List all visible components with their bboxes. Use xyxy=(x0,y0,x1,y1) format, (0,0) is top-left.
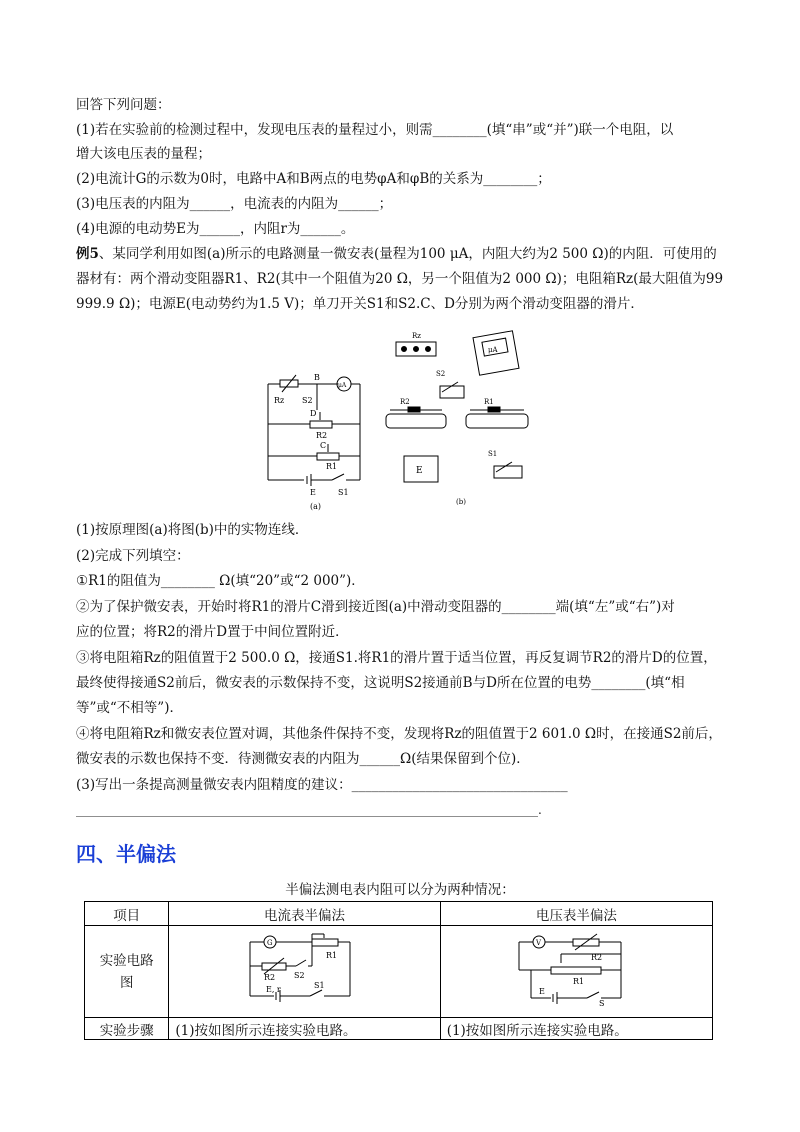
label-b-R1: R1 xyxy=(484,398,494,406)
caption-b: (b) xyxy=(456,498,466,506)
example-line: 例5、某同学利用如图(a)所示的电路测量一微安表(量程为100 μA，内阻大约为2 500 Ω)的内阻．可使用的 xyxy=(76,246,717,262)
label-b-Rz: Rz xyxy=(412,332,421,340)
half-deflection-table xyxy=(84,901,713,1040)
caption-a: (a) xyxy=(310,502,322,511)
current-circuit-diagram xyxy=(240,930,370,1010)
label-G: G xyxy=(266,938,273,947)
text-line: 回答下列问题： xyxy=(76,97,171,113)
section-intro: 半偏法测电表内阻可以分为两种情况： xyxy=(285,882,515,898)
text-line: ④将电阻箱Rz和微安表位置对调，其他条件保持不变，发现将Rz的阻值置于2 601.0 Ω时，在接通S2前后， xyxy=(76,726,722,742)
text-line: (1)按原理图(a)将图(b)中的实物连线． xyxy=(76,522,309,538)
figure-b-apparatus xyxy=(376,324,552,510)
text-line: (3)写出一条提高测量微安表内阻精度的建议：________________________________ xyxy=(76,777,568,793)
voltage-half-circuit xyxy=(440,926,712,1018)
label-S1: S1 xyxy=(338,488,349,497)
label-v-R1: R1 xyxy=(573,976,585,986)
label-b-S2: S2 xyxy=(436,370,446,378)
text-line: 最终使得接通S2前后，微安表的示数保持不变，这说明S2接通前B与D所在位置的电势________(填“相 xyxy=(76,675,685,691)
voltage-circuit-diagram xyxy=(511,930,641,1010)
label-R1: R1 xyxy=(326,462,338,471)
label-v-E: E xyxy=(539,986,546,996)
example-label: 例5 xyxy=(76,246,99,262)
label-D: D xyxy=(310,409,317,418)
text-line: ①R1的阻值为________ Ω(填“20”或“2 000”)． xyxy=(76,573,365,589)
text-line: (4)电源的电动势E为______，内阻r为______。 xyxy=(76,221,355,237)
label-R2: R2 xyxy=(316,431,328,440)
text-line: 999.9 Ω)；电源E(电动势约为1.5 V)；单刀开关S1和S2.C、D分别为两个滑动变阻器的滑片． xyxy=(76,296,644,312)
table-cell: (1)按如图所示连接实验电路。 xyxy=(169,1018,440,1040)
text-line: 等”或“不相等”)． xyxy=(76,700,183,716)
label-v-R2: R2 xyxy=(591,952,603,962)
label-c-E: E, r xyxy=(265,984,281,994)
table-header: 项目 xyxy=(85,902,169,926)
table-row-label: 实验步骤 xyxy=(85,1018,169,1040)
label-b-E: E xyxy=(416,466,423,476)
label-B: B xyxy=(314,373,320,382)
label-E: E xyxy=(310,488,316,497)
table-header: 电压表半偏法 xyxy=(440,902,712,926)
label-b-uA: μA xyxy=(488,346,498,354)
text-line: _____________________________________________________________________________. xyxy=(76,803,542,817)
label-b-S1: S1 xyxy=(488,450,498,458)
section-heading: 四、半偏法 xyxy=(76,842,176,866)
label-b-R2: R2 xyxy=(400,398,410,406)
table-cell: (1)按如图所示连接实验电路。 xyxy=(440,1018,712,1040)
table-row-label: 实验电路图 xyxy=(85,926,169,1018)
text-line: 微安表的示数也保持不变．待测微安表的内阻为______Ω(结果保留到个位)． xyxy=(76,751,530,767)
label-v-S: S xyxy=(599,998,605,1008)
figure-a-circuit xyxy=(262,372,372,512)
label-uA: μA xyxy=(338,382,347,389)
label-S2: S2 xyxy=(302,396,313,405)
text-line: 应的位置；将R2的滑片D置于中间位置附近． xyxy=(76,624,349,640)
label-Rz: Rz xyxy=(274,396,285,405)
text-line: (2)电流计G的示数为0时，电路中A和B两点的电势φA和φB的关系为________； xyxy=(76,171,551,187)
text-line: (2)完成下列填空： xyxy=(76,548,190,564)
label-c-S1: S1 xyxy=(313,980,325,990)
current-half-circuit xyxy=(169,926,440,1018)
label-C: C xyxy=(320,441,327,450)
label-V: V xyxy=(536,938,542,947)
text-line: (1)若在实验前的检测过程中，发现电压表的量程过小，则需________(填“串”或“并”)联一个电阻，以 xyxy=(76,122,674,138)
text-line: (3)电压表的内阻为______，电流表的内阻为______； xyxy=(76,196,393,212)
text-line: ③将电阻箱Rz的阻值置于2 500.0 Ω，接通S1.将R1的滑片置于适当位置，再反复调节R2的滑片D的位置， xyxy=(76,650,717,666)
label-c-S2: S2 xyxy=(293,970,305,980)
text-line: ②为了保护微安表，开始时将R1的滑片C滑到接近图(a)中滑动变阻器的________端(填“左”或“右”)对 xyxy=(76,599,675,615)
text-line: 器材有：两个滑动变阻器R1、R2(其中一个阻值为20 Ω，另一个阻值为2 000 Ω)；电阻箱Rz(最大阻值为99 xyxy=(76,271,724,287)
table-header: 电流表半偏法 xyxy=(169,902,440,926)
label-c-R1: R1 xyxy=(325,950,337,960)
label-c-R2: R2 xyxy=(263,972,275,982)
text-line: 增大该电压表的量程； xyxy=(76,146,211,162)
